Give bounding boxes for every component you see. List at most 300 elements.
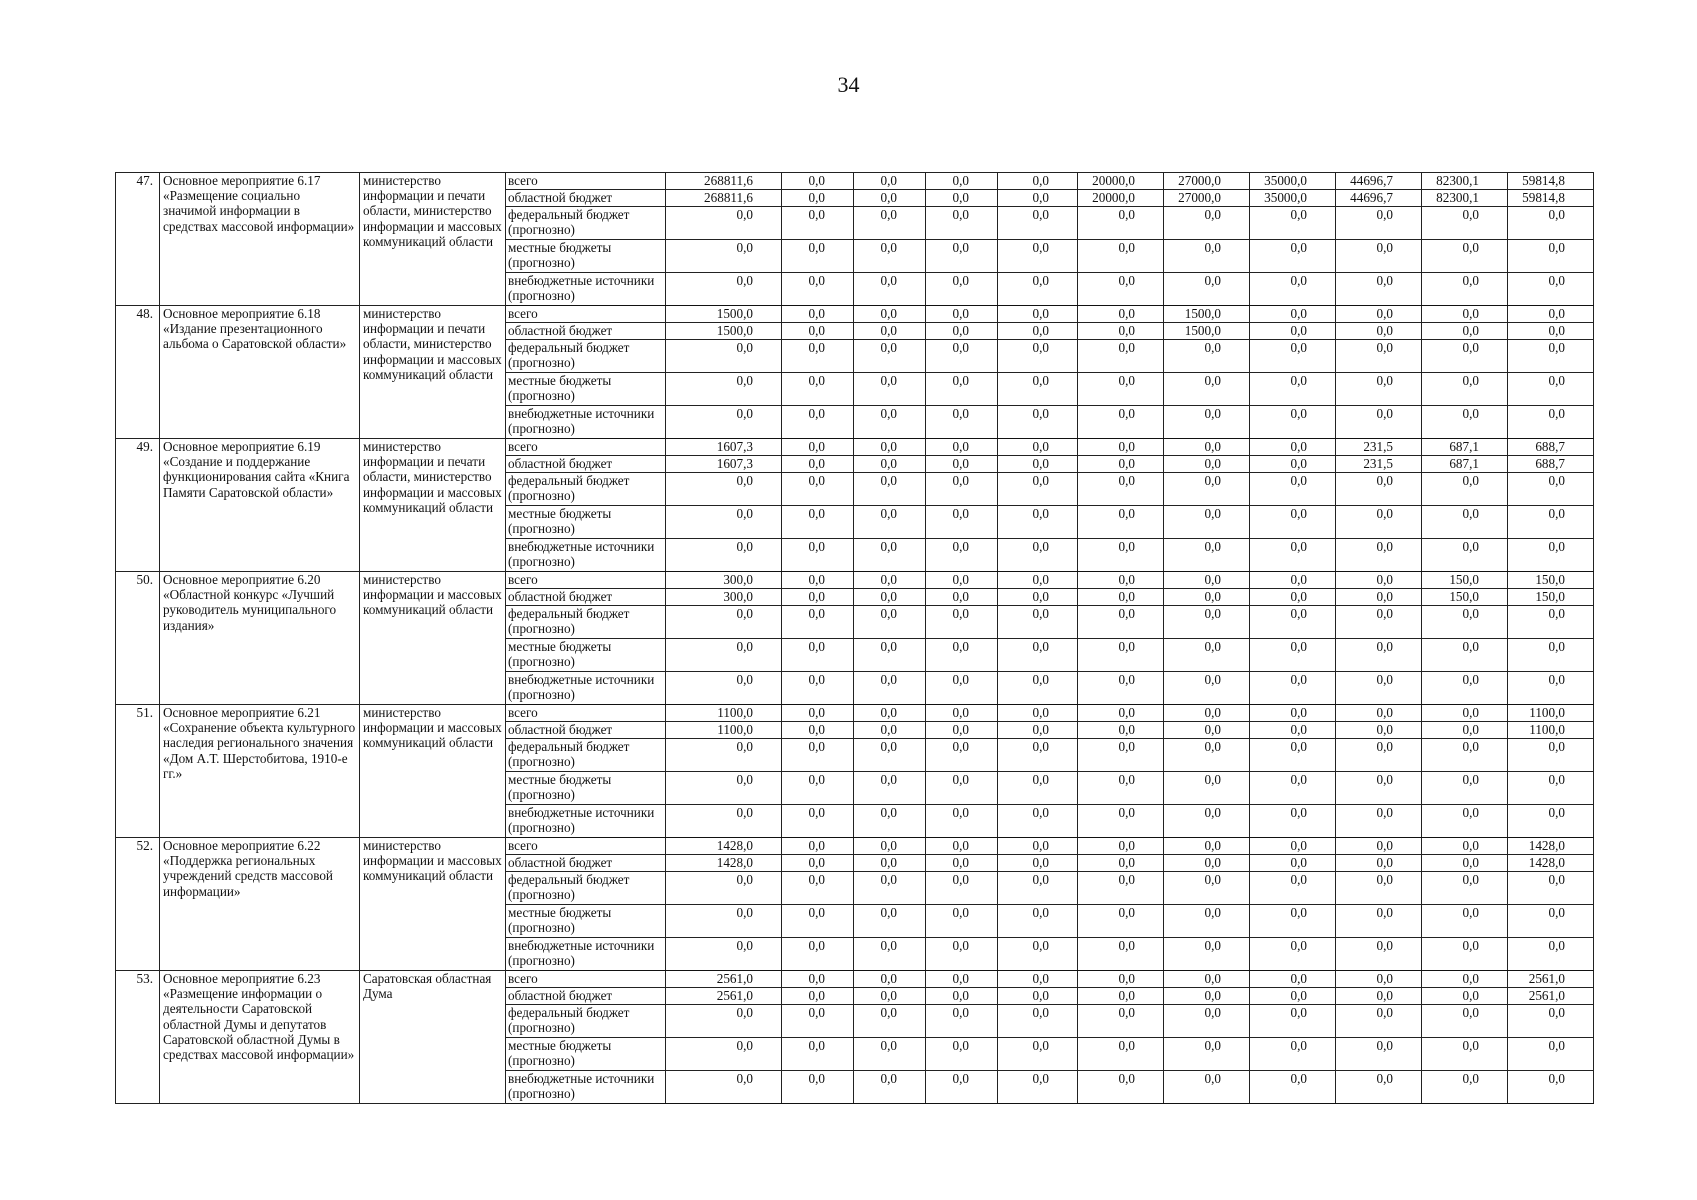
value-cell: 0,0 [926,855,998,872]
value-cell: 0,0 [666,506,782,539]
value-cell: 0,0 [1508,506,1594,539]
value-cell: 0,0 [1508,1005,1594,1038]
value-cell: 0,0 [782,173,854,190]
table-row [116,838,1594,855]
table-row [116,705,1594,722]
value-cell: 687,1 [1422,456,1508,473]
value-cell: 0,0 [1508,273,1594,306]
value-cell: 0,0 [854,938,926,971]
table-row [116,439,1594,456]
value-cell: 0,0 [1164,772,1250,805]
value-cell: 0,0 [998,639,1078,672]
value-cell: 0,0 [854,406,926,439]
value-cell: 0,0 [1250,340,1336,373]
value-cell: 0,0 [1336,340,1422,373]
value-cell: 59814,8 [1508,173,1594,190]
source-regional-budget: областной бюджет [506,722,666,739]
value-cell: 1428,0 [666,855,782,872]
source-total: всего [506,306,666,323]
value-cell: 0,0 [1164,722,1250,739]
value-cell: 0,0 [1422,340,1508,373]
value-cell: 0,0 [1336,938,1422,971]
value-cell: 0,0 [782,838,854,855]
value-cell: 0,0 [1164,872,1250,905]
value-cell: 0,0 [1422,971,1508,988]
value-cell: 0,0 [998,539,1078,572]
executor: министерство информации и массовых коммуникаций области [360,705,506,838]
value-cell: 0,0 [1422,705,1508,722]
value-cell: 0,0 [1508,323,1594,340]
value-cell: 0,0 [926,838,998,855]
value-cell: 0,0 [1250,722,1336,739]
value-cell: 0,0 [1078,340,1164,373]
value-cell: 0,0 [1164,938,1250,971]
value-cell: 0,0 [1164,838,1250,855]
value-cell: 0,0 [1422,539,1508,572]
value-cell: 82300,1 [1422,190,1508,207]
value-cell: 0,0 [666,672,782,705]
value-cell: 0,0 [854,805,926,838]
value-cell: 0,0 [1336,855,1422,872]
value-cell: 0,0 [998,872,1078,905]
activity-name: Основное мероприятие 6.23 «Размещение информации о деятельности Саратовской областной Думы и депутатов Саратовской областной Думы в средствах массовой информации» [160,971,360,1104]
value-cell: 0,0 [1078,589,1164,606]
value-cell: 0,0 [1164,905,1250,938]
row-number: 49. [116,439,160,572]
value-cell: 0,0 [1078,905,1164,938]
source-regional-budget: областной бюджет [506,323,666,340]
value-cell: 0,0 [1508,306,1594,323]
value-cell: 0,0 [854,190,926,207]
value-cell: 0,0 [926,1005,998,1038]
value-cell: 0,0 [666,207,782,240]
value-cell: 0,0 [926,207,998,240]
value-cell: 0,0 [782,905,854,938]
value-cell: 0,0 [666,373,782,406]
value-cell: 0,0 [1078,855,1164,872]
value-cell: 0,0 [1250,373,1336,406]
value-cell: 0,0 [926,439,998,456]
value-cell: 0,0 [1422,506,1508,539]
value-cell: 0,0 [1508,739,1594,772]
value-cell: 0,0 [1164,439,1250,456]
value-cell: 0,0 [854,1071,926,1104]
value-cell: 0,0 [782,273,854,306]
value-cell: 0,0 [1336,1038,1422,1071]
source-total: всего [506,838,666,855]
value-cell: 0,0 [998,589,1078,606]
activity-name: Основное мероприятие 6.19 «Создание и поддержание функционирования сайта «Книга Памяти Саратовской области» [160,439,360,572]
value-cell: 0,0 [1336,306,1422,323]
value-cell: 0,0 [1078,606,1164,639]
value-cell: 1428,0 [1508,855,1594,872]
value-cell: 0,0 [1508,406,1594,439]
value-cell: 268811,6 [666,173,782,190]
value-cell: 0,0 [1078,722,1164,739]
row-number: 53. [116,971,160,1104]
value-cell: 0,0 [1078,306,1164,323]
value-cell: 0,0 [926,672,998,705]
value-cell: 0,0 [1164,373,1250,406]
executor: министерство информации и печати области, министерство информации и массовых коммуникаций области [360,306,506,439]
value-cell: 0,0 [1422,672,1508,705]
value-cell: 0,0 [666,406,782,439]
table-row [116,173,1594,190]
value-cell: 0,0 [854,971,926,988]
value-cell: 0,0 [1078,506,1164,539]
value-cell: 0,0 [926,373,998,406]
value-cell: 688,7 [1508,456,1594,473]
source-local-budgets: местные бюджеты (прогнозно) [506,905,666,938]
value-cell: 231,5 [1336,439,1422,456]
value-cell: 150,0 [1422,589,1508,606]
value-cell: 0,0 [1250,506,1336,539]
value-cell: 0,0 [782,473,854,506]
value-cell: 0,0 [1508,1071,1594,1104]
source-local-budgets: местные бюджеты (прогнозно) [506,1038,666,1071]
source-federal-budget: федеральный бюджет (прогнозно) [506,606,666,639]
value-cell: 0,0 [926,473,998,506]
value-cell: 0,0 [782,672,854,705]
value-cell: 0,0 [1250,306,1336,323]
value-cell: 1428,0 [666,838,782,855]
value-cell: 0,0 [854,340,926,373]
value-cell: 0,0 [1164,739,1250,772]
value-cell: 2561,0 [1508,988,1594,1005]
value-cell: 2561,0 [666,971,782,988]
activity-name: Основное мероприятие 6.21 «Сохранение объекта культурного наследия регионального значения «Дом А.Т. Шерстобитова, 1910-е гг.» [160,705,360,838]
value-cell: 0,0 [782,722,854,739]
source-regional-budget: областной бюджет [506,988,666,1005]
value-cell: 0,0 [926,905,998,938]
value-cell: 0,0 [926,805,998,838]
value-cell: 0,0 [1250,971,1336,988]
source-regional-budget: областной бюджет [506,855,666,872]
value-cell: 0,0 [782,323,854,340]
value-cell: 0,0 [926,306,998,323]
value-cell: 0,0 [1078,1005,1164,1038]
page-number: 34 [837,72,860,97]
value-cell: 0,0 [998,207,1078,240]
value-cell: 0,0 [998,838,1078,855]
value-cell: 44696,7 [1336,173,1422,190]
value-cell: 0,0 [1078,572,1164,589]
value-cell: 0,0 [1078,240,1164,273]
value-cell: 0,0 [666,539,782,572]
row-number: 52. [116,838,160,971]
value-cell: 0,0 [1164,240,1250,273]
value-cell: 0,0 [666,273,782,306]
value-cell: 0,0 [1164,606,1250,639]
value-cell: 0,0 [782,190,854,207]
value-cell: 0,0 [1164,988,1250,1005]
value-cell: 0,0 [854,739,926,772]
value-cell: 0,0 [998,672,1078,705]
value-cell: 0,0 [1164,639,1250,672]
value-cell: 0,0 [998,439,1078,456]
value-cell: 300,0 [666,572,782,589]
value-cell: 0,0 [998,971,1078,988]
value-cell: 0,0 [1422,722,1508,739]
value-cell: 0,0 [1164,572,1250,589]
value-cell: 0,0 [1250,456,1336,473]
source-federal-budget: федеральный бюджет (прогнозно) [506,207,666,240]
value-cell: 0,0 [1336,739,1422,772]
value-cell: 0,0 [1422,639,1508,672]
source-extrabudgetary: внебюджетные источники (прогнозно) [506,539,666,572]
value-cell: 1607,3 [666,439,782,456]
value-cell: 0,0 [854,772,926,805]
value-cell: 0,0 [1078,805,1164,838]
value-cell: 0,0 [854,323,926,340]
value-cell: 0,0 [854,672,926,705]
value-cell: 0,0 [926,273,998,306]
value-cell: 0,0 [1164,406,1250,439]
value-cell: 0,0 [1078,1071,1164,1104]
value-cell: 0,0 [998,855,1078,872]
source-total: всего [506,705,666,722]
activity-name: Основное мероприятие 6.18 «Издание презентационного альбома о Саратовской области» [160,306,360,439]
value-cell: 2561,0 [666,988,782,1005]
value-cell: 0,0 [998,456,1078,473]
value-cell: 0,0 [782,406,854,439]
value-cell: 0,0 [1422,1005,1508,1038]
value-cell: 0,0 [666,639,782,672]
value-cell: 0,0 [998,606,1078,639]
value-cell: 0,0 [1078,872,1164,905]
value-cell: 0,0 [782,340,854,373]
value-cell: 0,0 [998,1005,1078,1038]
value-cell: 0,0 [1164,1038,1250,1071]
value-cell: 44696,7 [1336,190,1422,207]
value-cell: 0,0 [1422,905,1508,938]
value-cell: 1500,0 [1164,306,1250,323]
value-cell: 0,0 [1250,838,1336,855]
value-cell: 0,0 [998,240,1078,273]
value-cell: 27000,0 [1164,173,1250,190]
value-cell: 0,0 [854,572,926,589]
value-cell: 0,0 [926,572,998,589]
value-cell: 0,0 [1336,1005,1422,1038]
value-cell: 0,0 [998,988,1078,1005]
value-cell: 0,0 [1250,855,1336,872]
source-regional-budget: областной бюджет [506,190,666,207]
row-number: 47. [116,173,160,306]
value-cell: 0,0 [998,306,1078,323]
source-total: всего [506,173,666,190]
value-cell: 1100,0 [1508,722,1594,739]
value-cell: 0,0 [1164,855,1250,872]
value-cell: 0,0 [926,971,998,988]
value-cell: 0,0 [1164,473,1250,506]
value-cell: 0,0 [926,323,998,340]
value-cell: 0,0 [998,373,1078,406]
value-cell: 20000,0 [1078,173,1164,190]
value-cell: 0,0 [926,705,998,722]
value-cell: 0,0 [854,473,926,506]
value-cell: 0,0 [1336,273,1422,306]
value-cell: 0,0 [926,639,998,672]
value-cell: 0,0 [666,473,782,506]
value-cell: 0,0 [782,439,854,456]
value-cell: 0,0 [1250,539,1336,572]
value-cell: 0,0 [998,572,1078,589]
budget-table [115,172,1594,1104]
value-cell: 0,0 [998,406,1078,439]
value-cell: 0,0 [1250,988,1336,1005]
activity-name: Основное мероприятие 6.17 «Размещение социально значимой информации в средствах массовой информации» [160,173,360,306]
value-cell: 0,0 [1164,1005,1250,1038]
value-cell: 0,0 [782,606,854,639]
value-cell: 0,0 [1250,705,1336,722]
value-cell: 0,0 [1508,373,1594,406]
value-cell: 0,0 [1336,406,1422,439]
value-cell: 0,0 [1422,1038,1508,1071]
value-cell: 0,0 [854,456,926,473]
value-cell: 0,0 [1078,705,1164,722]
value-cell: 0,0 [854,872,926,905]
value-cell: 0,0 [1078,373,1164,406]
value-cell: 0,0 [998,1038,1078,1071]
value-cell: 231,5 [1336,456,1422,473]
executor: министерство информации и массовых коммуникаций области [360,572,506,705]
value-cell: 0,0 [1078,1038,1164,1071]
value-cell: 0,0 [1422,323,1508,340]
value-cell: 0,0 [1250,905,1336,938]
value-cell: 0,0 [666,772,782,805]
value-cell: 0,0 [782,373,854,406]
value-cell: 0,0 [1422,473,1508,506]
value-cell: 0,0 [854,855,926,872]
value-cell: 0,0 [854,589,926,606]
value-cell: 0,0 [854,1038,926,1071]
value-cell: 0,0 [926,988,998,1005]
source-federal-budget: федеральный бюджет (прогнозно) [506,1005,666,1038]
value-cell: 0,0 [1078,772,1164,805]
value-cell: 0,0 [926,722,998,739]
value-cell: 0,0 [666,739,782,772]
value-cell: 35000,0 [1250,190,1336,207]
value-cell: 0,0 [998,722,1078,739]
value-cell: 0,0 [1422,306,1508,323]
value-cell: 0,0 [1508,1038,1594,1071]
value-cell: 0,0 [1336,1071,1422,1104]
value-cell: 0,0 [1422,273,1508,306]
value-cell: 0,0 [926,606,998,639]
value-cell: 0,0 [1078,439,1164,456]
value-cell: 1428,0 [1508,838,1594,855]
source-local-budgets: местные бюджеты (прогнозно) [506,373,666,406]
value-cell: 0,0 [1078,539,1164,572]
value-cell: 0,0 [1250,240,1336,273]
value-cell: 35000,0 [1250,173,1336,190]
value-cell: 0,0 [854,173,926,190]
source-federal-budget: федеральный бюджет (прогнозно) [506,473,666,506]
value-cell: 0,0 [854,273,926,306]
value-cell: 0,0 [1422,838,1508,855]
executor: министерство информации и печати области, министерство информации и массовых коммуникаций области [360,173,506,306]
source-local-budgets: местные бюджеты (прогнозно) [506,772,666,805]
value-cell: 0,0 [1336,589,1422,606]
value-cell: 0,0 [1336,572,1422,589]
value-cell: 0,0 [998,273,1078,306]
executor: министерство информации и печати области, министерство информации и массовых коммуникаций области [360,439,506,572]
value-cell: 0,0 [854,506,926,539]
value-cell: 0,0 [1250,273,1336,306]
value-cell: 0,0 [782,855,854,872]
value-cell: 0,0 [1422,406,1508,439]
value-cell: 150,0 [1508,572,1594,589]
value-cell: 0,0 [854,606,926,639]
value-cell: 0,0 [1422,240,1508,273]
value-cell: 0,0 [1164,456,1250,473]
value-cell: 0,0 [1164,971,1250,988]
value-cell: 268811,6 [666,190,782,207]
value-cell: 0,0 [1422,373,1508,406]
value-cell: 0,0 [666,1071,782,1104]
value-cell: 0,0 [1078,473,1164,506]
value-cell: 0,0 [1250,207,1336,240]
value-cell: 0,0 [1422,805,1508,838]
value-cell: 0,0 [782,306,854,323]
value-cell: 0,0 [1250,589,1336,606]
value-cell: 27000,0 [1164,190,1250,207]
source-extrabudgetary: внебюджетные источники (прогнозно) [506,805,666,838]
source-extrabudgetary: внебюджетные источники (прогнозно) [506,1071,666,1104]
value-cell: 0,0 [1164,207,1250,240]
value-cell: 0,0 [1078,406,1164,439]
value-cell: 0,0 [782,572,854,589]
value-cell: 0,0 [854,639,926,672]
value-cell: 0,0 [1078,838,1164,855]
value-cell: 0,0 [782,240,854,273]
value-cell: 0,0 [998,772,1078,805]
value-cell: 0,0 [1336,988,1422,1005]
value-cell: 0,0 [998,506,1078,539]
value-cell: 0,0 [1508,639,1594,672]
row-number: 50. [116,572,160,705]
value-cell: 0,0 [1250,606,1336,639]
value-cell: 1100,0 [666,705,782,722]
value-cell: 0,0 [1250,439,1336,456]
value-cell: 0,0 [1508,672,1594,705]
value-cell: 0,0 [782,1005,854,1038]
value-cell: 0,0 [782,805,854,838]
value-cell: 0,0 [782,1038,854,1071]
value-cell: 0,0 [666,872,782,905]
value-cell: 0,0 [1250,1005,1336,1038]
value-cell: 0,0 [1336,971,1422,988]
value-cell: 0,0 [1508,805,1594,838]
value-cell: 0,0 [1336,539,1422,572]
executor: министерство информации и массовых коммуникаций области [360,838,506,971]
value-cell: 0,0 [1250,406,1336,439]
value-cell: 0,0 [998,1071,1078,1104]
source-extrabudgetary: внебюджетные источники (прогнозно) [506,273,666,306]
value-cell: 0,0 [1250,805,1336,838]
value-cell: 150,0 [1422,572,1508,589]
value-cell: 0,0 [666,606,782,639]
value-cell: 0,0 [1336,772,1422,805]
value-cell: 0,0 [1078,739,1164,772]
value-cell: 0,0 [1250,1071,1336,1104]
value-cell: 2561,0 [1508,971,1594,988]
value-cell: 688,7 [1508,439,1594,456]
value-cell: 0,0 [998,323,1078,340]
value-cell: 59814,8 [1508,190,1594,207]
value-cell: 0,0 [1250,323,1336,340]
value-cell: 0,0 [1078,938,1164,971]
